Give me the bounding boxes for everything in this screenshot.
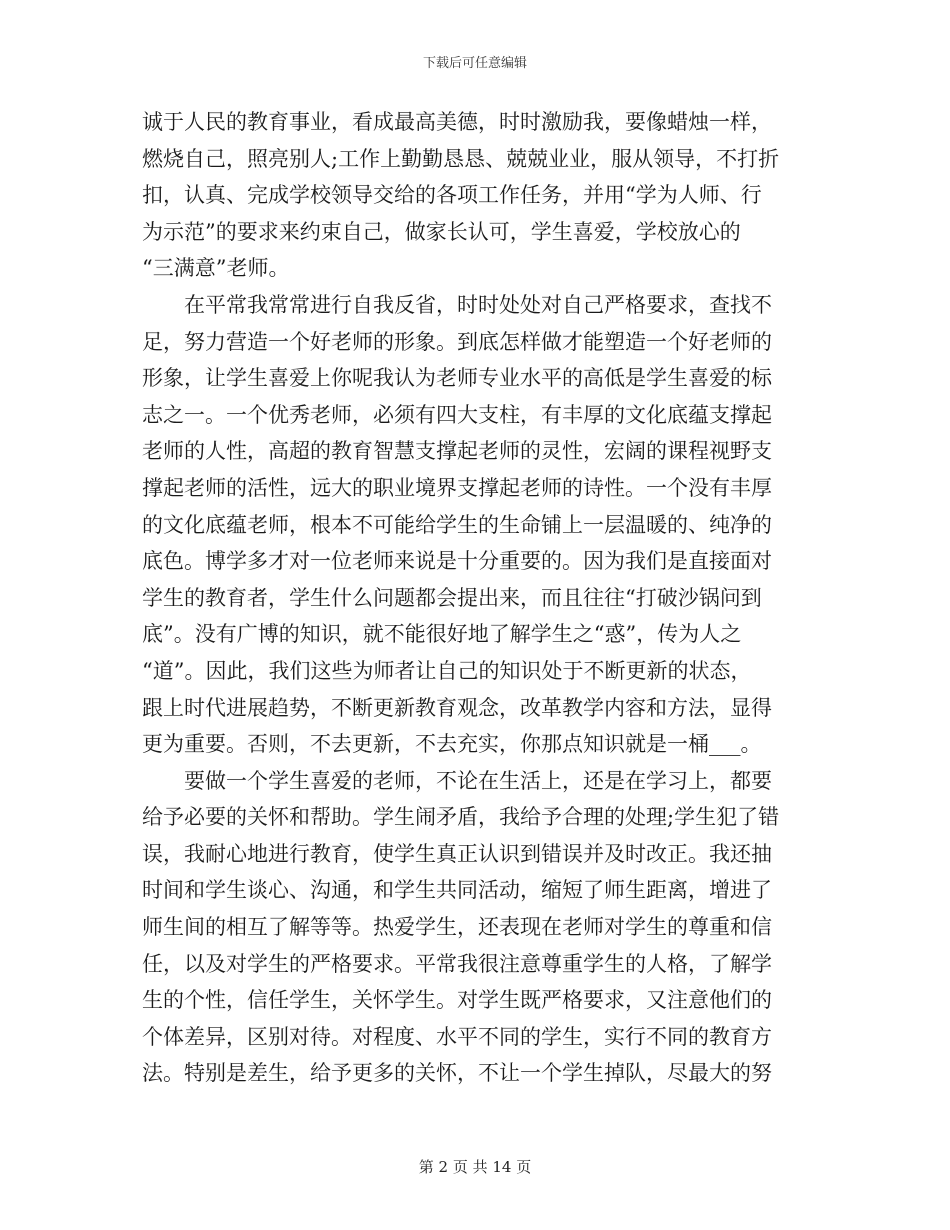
text-line: 老师的人性，高超的教育智慧支撑起老师的灵性，宏阔的课程视野支 — [142, 439, 772, 464]
text-line: 的文化底蕴老师，根本不可能给学生的生命铺上一层温暖的、纯净的 — [142, 512, 772, 537]
document-body — [142, 104, 810, 1092]
text-line: 个体差异，区别对待。对程度、水平不同的学生，实行不同的教育方 — [142, 1024, 772, 1049]
text-line: 时间和学生谈心、沟通，和学生共同活动，缩短了师生距离，增进了 — [142, 878, 772, 903]
text-line: 燃烧自己，照亮别人;工作上勤勤恳恳、兢兢业业，服从领导，不打折 — [142, 146, 780, 171]
text-line: 误，我耐心地进行教育，使学生真正认识到错误并及时改正。我还抽 — [142, 841, 772, 866]
text-line: 生的个性，信任学生，关怀学生。对学生既严格要求，又注意他们的 — [142, 988, 772, 1013]
text-line: 足，努力营造一个好老师的形象。到底怎样做才能塑造一个好老师的 — [142, 329, 772, 354]
text-line: 给予必要的关怀和帮助。学生闹矛盾，我给予合理的处理;学生犯了错 — [142, 805, 780, 830]
text-line: 撑起老师的活性，远大的职业境界支撑起老师的诗性。一个没有丰厚 — [142, 475, 772, 500]
text-line: 学生的教育者，学生什么问题都会提出来，而且往往“打破沙锅问到 — [142, 585, 762, 610]
text-line: 形象，让学生喜爱上你呢我认为老师专业水平的高低是学生喜爱的标 — [142, 366, 772, 391]
text-line: 在平常我常常进行自我反省，时时处处对自己严格要求，查找不 — [142, 292, 772, 317]
text-line: 扣，认真、完成学校领导交给的各项工作任务，并用“学为人师、行 — [142, 183, 762, 208]
text-line: 底色。博学多才对一位老师来说是十分重要的。因为我们是直接面对 — [142, 549, 772, 574]
text-line: “道”。因此，我们这些为师者让自己的知识处于不断更新的状态， — [142, 658, 752, 683]
text-line: 师生间的相互了解等等。热爱学生，还表现在老师对学生的尊重和信 — [142, 915, 772, 940]
page-header: 下载后可任意编辑 — [422, 56, 527, 71]
text-line: 底”。没有广博的知识，就不能很好地了解学生之“惑”，传为人之 — [142, 622, 742, 647]
text-line: 为示范”的要求来约束自己，做家长认可，学生喜爱，学校放心的 — [142, 219, 741, 244]
text-line: 更为重要。否则，不去更新，不去充实，你那点知识就是一桶___。 — [142, 732, 762, 757]
text-line: 任，以及对学生的严格要求。平常我很注意尊重学生的人格，了解学 — [142, 951, 772, 976]
text-line: 要做一个学生喜爱的老师，不论在生活上，还是在学习上，都要 — [142, 768, 772, 793]
text-line: 诚于人民的教育事业，看成最高美德，时时激励我，要像蜡烛一样， — [142, 110, 772, 134]
text-line: “三满意”老师。 — [142, 256, 290, 281]
text-line: 法。特别是差生，给予更多的关怀，不让一个学生掉队，尽最大的努 — [142, 1061, 772, 1086]
page-number-footer: 第 2 页 共 14 页 — [418, 1158, 532, 1176]
text-line: 志之一。一个优秀老师，必须有四大支柱，有丰厚的文化底蕴支撑起 — [142, 402, 772, 427]
text-line: 跟上时代进展趋势，不断更新教育观念，改革教学内容和方法，显得 — [142, 695, 772, 720]
